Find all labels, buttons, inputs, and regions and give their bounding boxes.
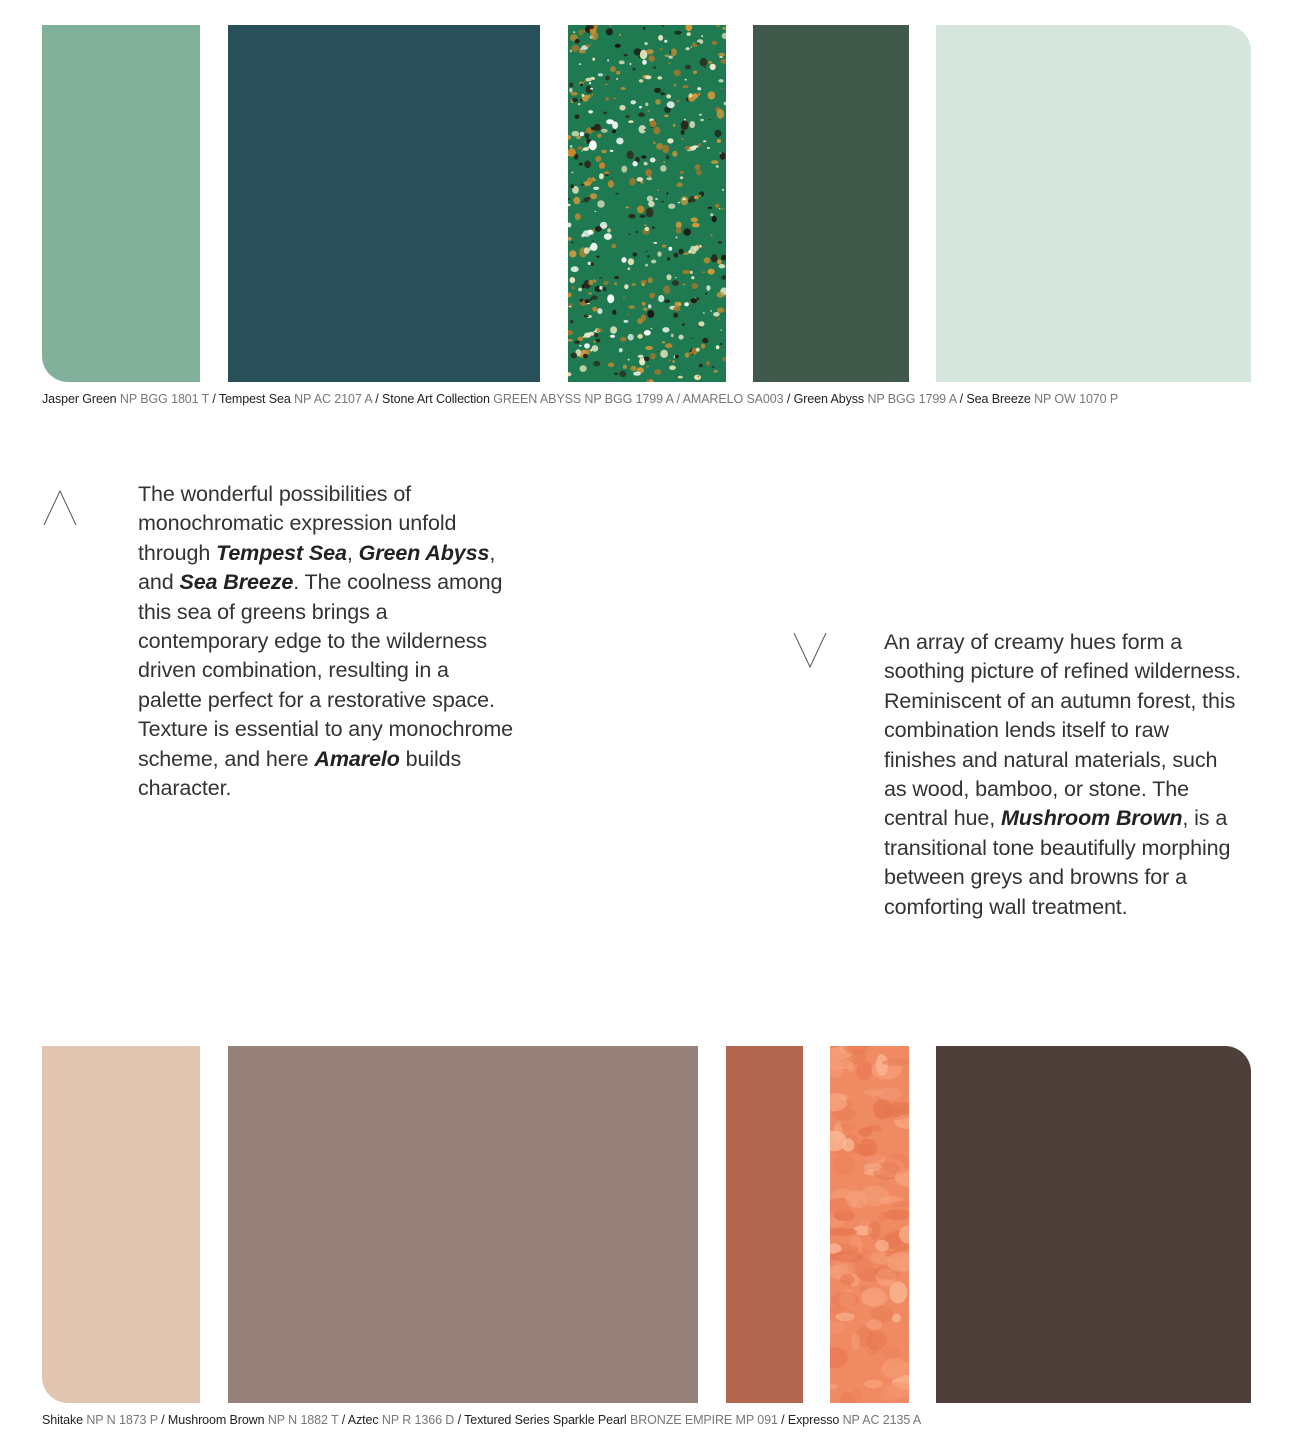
chevron-up-icon xyxy=(43,490,77,526)
swatch-jasper-green xyxy=(42,25,200,382)
swatch-shitake xyxy=(42,1046,200,1403)
swatch-expresso xyxy=(936,1046,1251,1403)
chevron-down-icon xyxy=(793,632,827,668)
palette-top-caption: Jasper Green NP BGG 1801 T / Tempest Sea NP AC 2107 A / Stone Art Collection GREEN ABYSS NP BGG 1799 A / AMARELO SA003 / Green Abyss NP BGG 1799 A / Sea Breeze NP OW 1070 P xyxy=(42,392,1119,406)
text-left-paragraph: The wonderful possibilities of monochromatic expression unfold through Tempest Sea, Green Abyss, and Sea Breeze. The coolness among this sea of greens brings a contemporary edge to the wilderness driven combination, resulting in a palette perfect for a restorative space. Texture is essential to any monochrome scheme, and here Amarelo builds character. xyxy=(138,482,514,801)
swatch-mushroom-brown xyxy=(228,1046,698,1403)
palette-bottom-caption: Shitake NP N 1873 P / Mushroom Brown NP N 1882 T / Aztec NP R 1366 D / Textured Series Sparkle Pearl BRONZE EMPIRE MP 091 / Expresso NP AC 2135 A xyxy=(42,1413,922,1427)
text-right-paragraph: An array of creamy hues form a soothing picture of refined wilderness. Reminiscent of an autumn forest, this combination lends itself to raw finishes and natural materials, such as wood, bamboo, or stone. The central hue, Mushroom Brown, is a transitional tone beautifully morphing between greys and browns for a comforting wall treatment. xyxy=(884,630,1242,919)
swatch-tempest-sea xyxy=(228,25,540,382)
swatch-aztec xyxy=(726,1046,803,1403)
swatch-sparkle-pearl-bronze-empire xyxy=(830,1046,909,1403)
swatch-green-abyss xyxy=(753,25,909,382)
swatch-sea-breeze xyxy=(936,25,1251,382)
swatch-stone-art-green-abyss-amarelo xyxy=(568,25,726,382)
